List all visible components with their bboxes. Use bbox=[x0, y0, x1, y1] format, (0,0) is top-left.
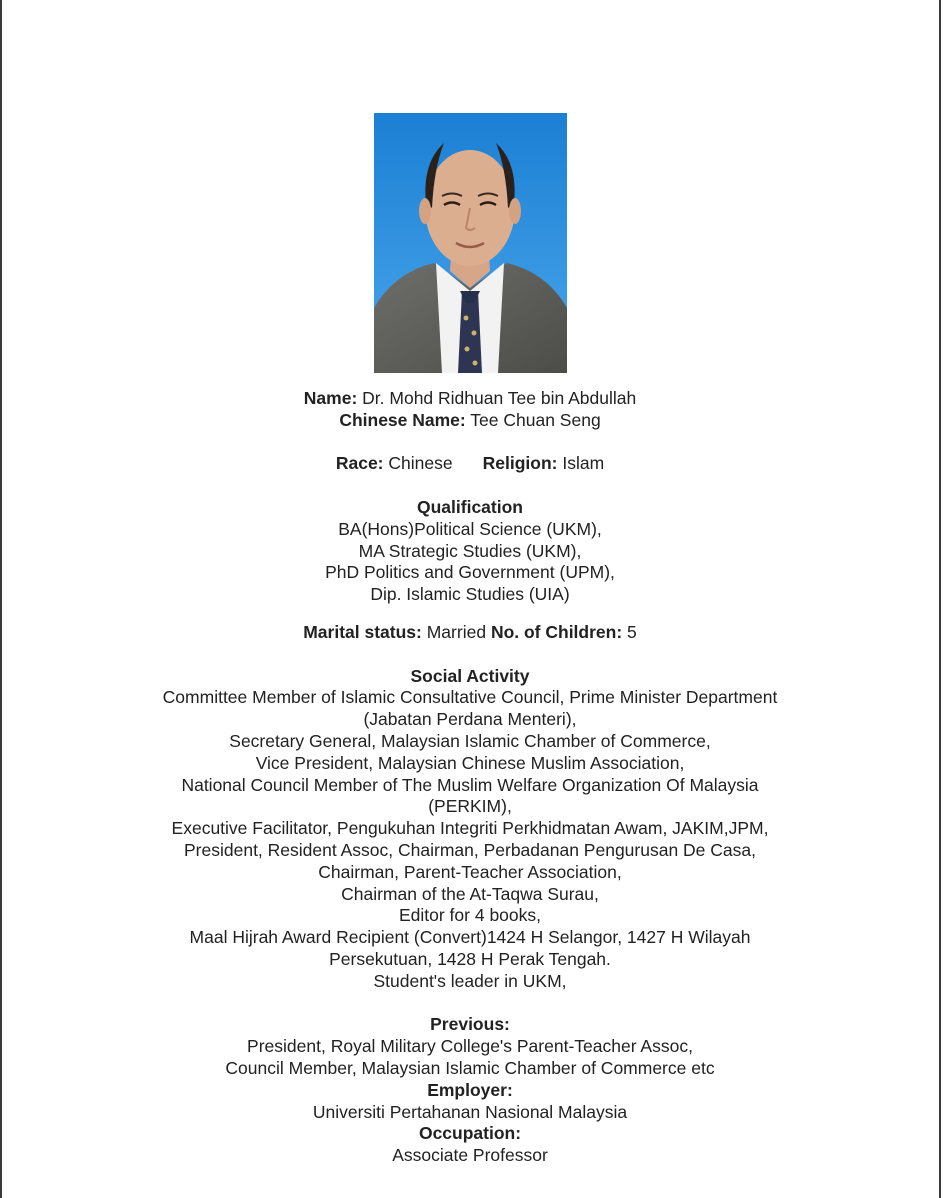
marital-status-label: Marital status: bbox=[303, 621, 422, 642]
social-activity-line: Persekutuan, 1428 H Perak Tengah. bbox=[329, 948, 611, 969]
qualification-item: Dip. Islamic Studies (UIA) bbox=[370, 584, 570, 605]
religion-value: Islam bbox=[562, 453, 605, 474]
social-activity-heading bbox=[130, 666, 810, 688]
employer-heading-text: Employer: bbox=[427, 1079, 513, 1100]
social-activity-line: Vice President, Malaysian Chinese Muslim Association, bbox=[255, 752, 685, 773]
race-religion-row bbox=[130, 453, 810, 475]
social-activity-line: Executive Facilitator, Pengukuhan Integriti Perkhidmatan Awam, JAKIM,JPM, bbox=[171, 818, 769, 839]
social-activity-line: Maal Hijrah Award Recipient (Convert)1424 H Selangor, 1427 H Wilayah bbox=[189, 927, 751, 948]
social-activity-line: Chairman of the At-Taqwa Surau, bbox=[341, 883, 599, 904]
social-activity-line: Editor for 4 books, bbox=[398, 905, 542, 926]
social-activity-heading-text: Social Activity bbox=[410, 665, 530, 686]
qualification-heading-text: Qualification bbox=[417, 496, 523, 517]
previous-line: President, Royal Military College's Parent-Teacher Assoc, bbox=[247, 1036, 693, 1057]
race-value: Chinese bbox=[388, 453, 453, 474]
qualification-item: MA Strategic Studies (UKM), bbox=[358, 540, 582, 561]
social-activity-line: President, Resident Assoc, Chairman, Perbadanan Pengurusan De Casa, bbox=[184, 839, 756, 860]
previous-heading-text: Previous: bbox=[430, 1014, 510, 1035]
previous-heading bbox=[130, 1014, 810, 1036]
portrait-photo bbox=[374, 113, 567, 373]
name-label: Name: bbox=[303, 388, 358, 408]
children-label: No. of Children: bbox=[490, 621, 623, 642]
employer-value: Universiti Pertahanan Nasional Malaysia bbox=[312, 1101, 628, 1122]
occupation-heading-text: Occupation: bbox=[418, 1123, 522, 1144]
qualification-heading bbox=[130, 497, 810, 519]
social-activity-line: Chairman, Parent-Teacher Association, bbox=[318, 861, 622, 882]
chinese-name-label: Chinese Name: bbox=[339, 409, 466, 430]
profile-content bbox=[130, 113, 810, 1167]
qualification-item: PhD Politics and Government (UPM), bbox=[325, 562, 615, 583]
children-value: 5 bbox=[627, 621, 637, 642]
social-activity-line: Committee Member of Islamic Consultative Council, Prime Minister Department bbox=[162, 687, 778, 708]
occupation-heading bbox=[130, 1123, 810, 1145]
social-activity-line: Secretary General, Malaysian Islamic Chamber of Commerce, bbox=[229, 730, 711, 751]
chinese-name-row bbox=[130, 410, 810, 432]
social-activity-line: Student's leader in UKM, bbox=[373, 970, 567, 991]
marital-status-value: Married bbox=[426, 621, 487, 642]
social-activity-line: National Council Member of The Muslim Welfare Organization Of Malaysia bbox=[181, 774, 759, 795]
social-activity-line: (PERKIM), bbox=[428, 796, 512, 817]
occupation-value: Associate Professor bbox=[392, 1145, 548, 1166]
family-row bbox=[130, 622, 810, 644]
name-value: Dr. Mohd Ridhuan Tee bin Abdullah bbox=[362, 388, 637, 408]
portrait-illustration bbox=[374, 113, 567, 373]
name-row bbox=[130, 388, 810, 410]
employer-heading bbox=[130, 1080, 810, 1102]
race-label: Race: bbox=[335, 453, 384, 474]
qualification-item: BA(Hons)Political Science (UKM), bbox=[338, 518, 602, 539]
chinese-name-value: Tee Chuan Seng bbox=[470, 409, 601, 430]
previous-line: Council Member, Malaysian Islamic Chamber of Commerce etc bbox=[225, 1057, 715, 1078]
social-activity-line: (Jabatan Perdana Menteri), bbox=[363, 709, 577, 730]
religion-label: Religion: bbox=[482, 453, 558, 474]
